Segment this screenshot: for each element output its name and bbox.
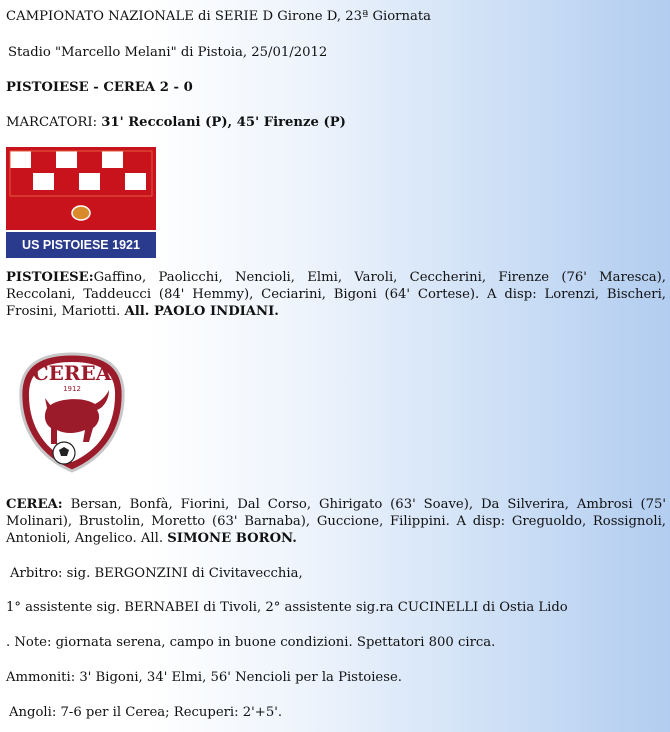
pistoiese-team-name: PISTOIESE:: [6, 270, 94, 285]
corners-line: Angoli: 7-6 per il Cerea; Recuperi: 2'+5'.: [9, 705, 283, 720]
referee-line: Arbitro: sig. BERGONZINI di Civitavecchia,: [10, 566, 303, 581]
cerea-lineup: [6, 496, 666, 547]
scorers-label: MARCATORI:: [6, 115, 102, 130]
cautions-line: Ammoniti: 3' Bigoni, 34' Elmi, 56' Nencioli per la Pistoiese.: [6, 670, 402, 685]
pistoiese-lineup: [6, 269, 666, 320]
notes-line: . Note: giornata serena, campo in buone condizioni. Spettatori 800 circa.: [6, 635, 496, 650]
scorers-list: 31' Reccolani (P), 45' Firenze (P): [101, 115, 346, 130]
pistoiese-players: Gaffino, Paolicchi, Nencioli, Elmi, Varoli, Ceccherini, Firenze (76' Maresca), Reccolani, Taddeucci (84' Hemmy), Ceciarini, Bigoni (64' Cortese). A disp: Lorenzi, Bischeri, Frosini, Mariotti.: [6, 270, 666, 319]
cerea-players: Bersan, Bonfà, Fiorini, Dal Corso, Ghirigato (63' Soave), Da Silverira, Ambrosi (75' Molinari), Brustolin, Moretto (63' Barnaba), Guccione, Filippini. A disp: Greguoldo, Rossignoli, Antonioli, Angelico. All.: [6, 497, 666, 546]
cerea-coach: SIMONE BORON.: [167, 531, 297, 546]
match-result: PISTOIESE - CEREA 2 - 0: [6, 80, 193, 95]
assistants-line: 1° assistente sig. BERNABEI di Tivoli, 2° assistente sig.ra CUCINELLI di Ostia Lido: [6, 600, 568, 615]
cerea-logo-year: 1912: [63, 385, 81, 393]
cerea-logo: [17, 350, 127, 475]
cerea-logo-text: CEREA: [32, 361, 112, 385]
pistoiese-coach: All. PAOLO INDIANI.: [124, 304, 279, 319]
scorers-line: [6, 114, 346, 132]
championship-line: CAMPIONATO NAZIONALE di SERIE D Girone D, 23ª Giornata: [6, 9, 431, 24]
pistoiese-logo-text: US PISTOIESE 1921: [22, 238, 140, 252]
cerea-team-name: CEREA:: [6, 497, 63, 512]
venue-date-line: Stadio "Marcello Melani" di Pistoia, 25/01/2012: [8, 45, 328, 60]
ball-icon: [72, 206, 90, 220]
pistoiese-logo: [6, 147, 156, 258]
